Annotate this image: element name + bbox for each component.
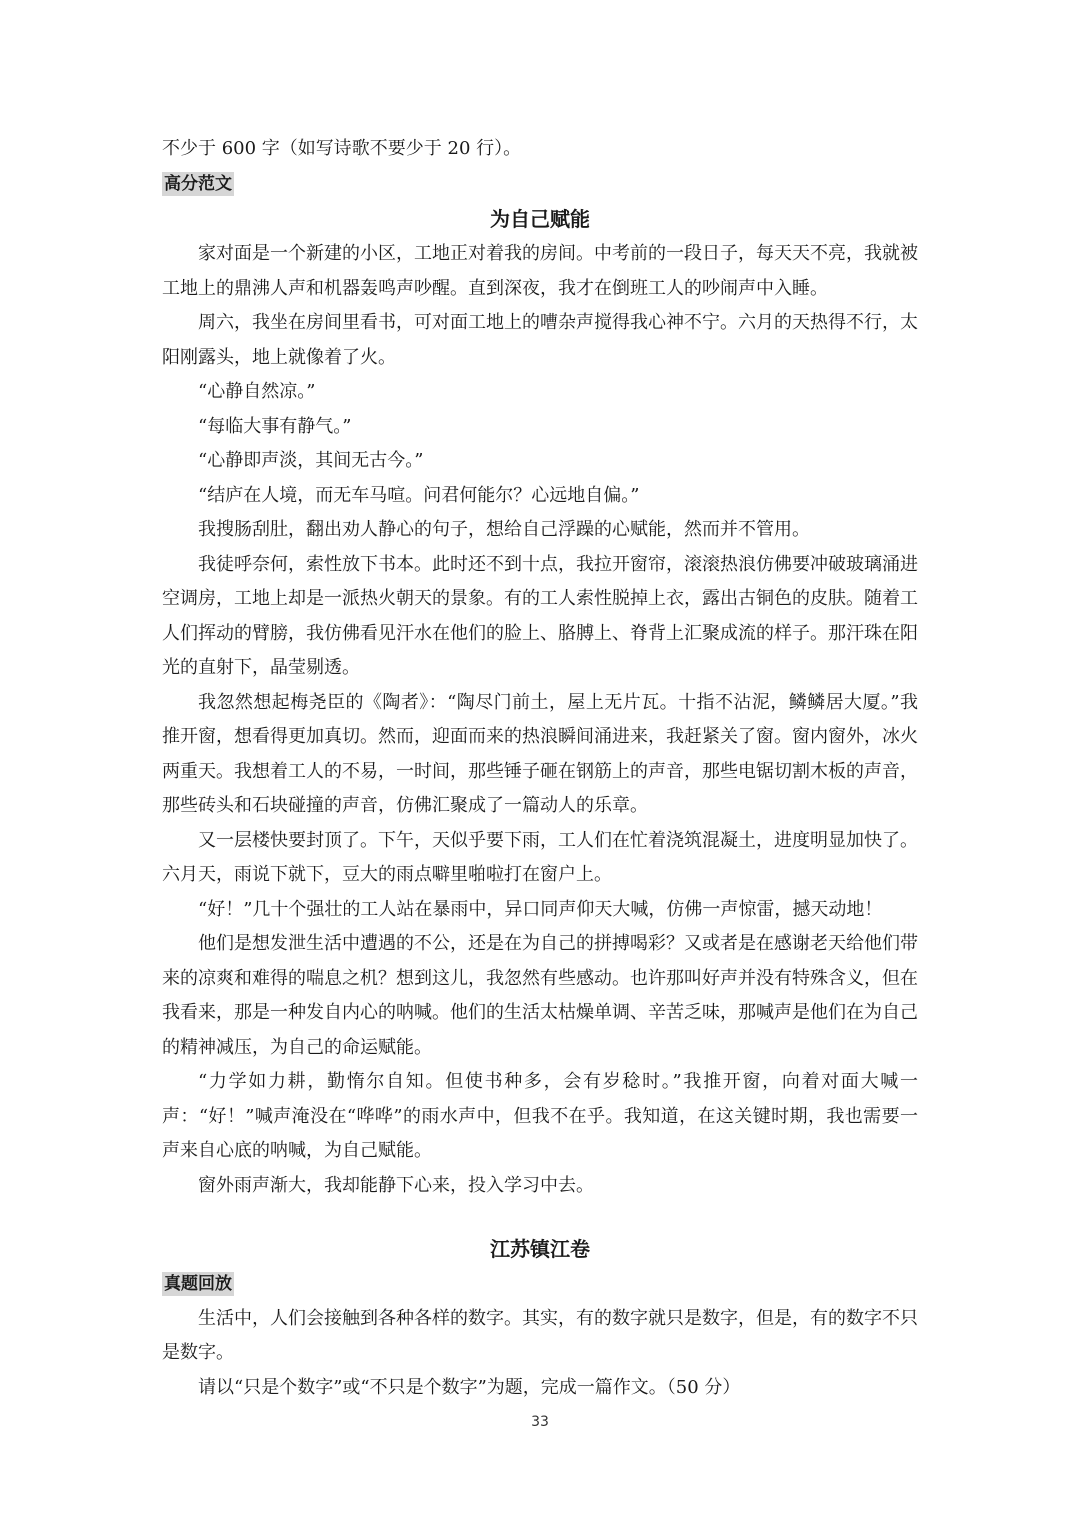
page-number: 33 xyxy=(531,1414,549,1430)
essay-paragraph: “心静即声淡，其间无古今。” xyxy=(198,450,424,471)
essay-paragraph: 又一层楼快要封顶了。下午，天似乎要下雨，工人们在忙着浇筑混凝土，进度明显加快了。六月天，雨说下就下，豆大的雨点噼里啪啦打在窗户上。 xyxy=(162,829,918,885)
essay-paragraph: “心静自然凉。” xyxy=(198,381,316,402)
essay-paragraph: 我徒呼奈何，索性放下书本。此时还不到十点，我拉开窗帘，滚滚热浪仿佛要冲破玻璃涌进空调房，工地上却是一派热火朝天的景象。有的工人索性脱掉上衣，露出古铜色的皮肤。随着工人们挥动的臂膀，我仿佛看见汗水在他们的脸上、胳膊上、脊背上汇聚成流的样子。那汗珠在阳光的直射下，晶莹剔透。 xyxy=(162,553,918,678)
essay-paragraph: 窗外雨声渐大，我却能静下心来，投入学习中去。 xyxy=(198,1174,594,1196)
prompt-continuation: 不少于 600 字（如写诗歌不要少于 20 行）。 xyxy=(162,138,522,159)
essay-paragraph: 我搜肠刮肚，翻出劝人静心的句子，想给自己浮躁的心赋能，然而并不管用。 xyxy=(198,519,810,540)
review-label-row xyxy=(162,1267,918,1302)
document-page xyxy=(162,132,918,1405)
review-body xyxy=(162,1302,918,1406)
review-paragraph: 生活中，人们会接触到各种各样的数字。其实，有的数字就只是数字，但是，有的数字不只是数字。 xyxy=(162,1307,918,1363)
essay-paragraph: 我忽然想起梅尧臣的《陶者》：“陶尽门前土，屋上无片瓦。十指不沾泥，鳞鳞居大厦。”我推开窗，想看得更加真切。然而，迎面而来的热浪瞬间涌进来，我赶紧关了窗。窗内窗外，冰火两重天。我想着工人的不易，一时间，那些锤子砸在钢筋上的声音，那些电锯切割木板的声音，那些砖头和石块碰撞的声音，仿佛汇聚成了一篇动人的乐章。 xyxy=(162,691,918,816)
essay-paragraph: “每临大事有静气。” xyxy=(198,415,352,437)
essay-paragraph: “力学如力耕，勤惰尔自知。但使书种多，会有岁稔时。”我推开窗，向着对面大喊一声：“好！”喊声淹没在“哗哗”的雨水声中，但我不在乎。我知道，在这关键时期，我也需要一声来自心底的呐喊，为自己赋能。 xyxy=(162,1071,918,1161)
essay-title: 为自己赋能 xyxy=(490,207,590,231)
essay-paragraph: “结庐在人境，而无车马喧。问君何能尔？心远地自偏。” xyxy=(198,484,640,506)
essay-body xyxy=(162,237,918,1203)
essay-paragraph: 周六，我坐在房间里看书，可对面工地上的嘈杂声搅得我心神不宁。六月的天热得不行，太阳刚露头，地上就像着了火。 xyxy=(162,312,918,368)
review-label: 真题回放 xyxy=(164,1274,232,1295)
review-paragraph: 请以“只是个数字”或“不只是个数字”为题，完成一篇作文。（50 分） xyxy=(198,1376,741,1398)
essay-label: 高分范文 xyxy=(164,173,232,194)
essay-paragraph: 他们是想发泄生活中遭遇的不公，还是在为自己的拼搏喝彩？又或者是在感谢老天给他们带来的凉爽和难得的喘息之机？想到这儿，我忽然有些感动。也许那叫好声并没有特殊含义，但在我看来，那是一种发自内心的呐喊。他们的生活太枯燥单调、辛苦乏味，那喊声是他们在为自己的精神减压，为自己的命运赋能。 xyxy=(162,933,918,1058)
section-title: 江苏镇江卷 xyxy=(490,1237,590,1261)
essay-label-row xyxy=(162,167,918,202)
essay-paragraph: “好！”几十个强壮的工人站在暴雨中，异口同声仰天大喊，仿佛一声惊雷，撼天动地！ xyxy=(198,898,883,920)
essay-paragraph: 家对面是一个新建的小区，工地正对着我的房间。中考前的一段日子，每天天不亮，我就被工地上的鼎沸人声和机器轰鸣声吵醒。直到深夜，我才在倒班工人的吵闹声中入睡。 xyxy=(162,243,918,299)
